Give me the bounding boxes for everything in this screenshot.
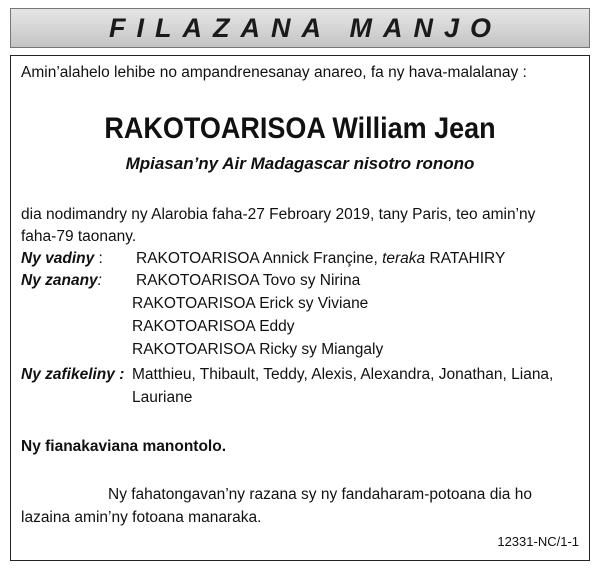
grandchildren-separator: : [114,366,125,383]
header-banner [10,8,590,48]
child-item: RAKOTOARISOA Tovo sy Nirina [136,272,361,289]
death-line-2: faha-79 taonany. [21,228,137,245]
widow-line [21,249,103,269]
closing-line-2: lazaina amin’ny fotoana manaraka. [21,509,262,526]
widow-teraka: teraka [382,250,426,267]
widow-maiden-name: RATAHIRY [425,250,506,267]
children-label-line [21,271,102,291]
widow-value [136,249,505,269]
widow-label: Ny vadiny [21,250,95,267]
grandchildren-label-line [21,365,124,385]
widow-name: RAKOTOARISOA Annick Françine, [136,250,383,267]
intro-text: Amin’alahelo lehibe no ampandrenesanay anareo, fa ny hava-malalanay : [21,64,527,81]
widow-separator: : [94,250,103,267]
deceased-subtitle: Mpiasan’ny Air Madagascar nisotro ronono [125,154,475,173]
grandchildren-line-1: Matthieu, Thibault, Teddy, Alexis, Alexandra, Jonathan, Liana, [132,366,554,383]
grandchildren-label: Ny zafikeliny [21,366,115,383]
child-item: RAKOTOARISOA Ricky sy Miangaly [132,341,384,358]
children-separator: : [97,272,102,289]
child-item: RAKOTOARISOA Eddy [132,318,295,335]
deceased-name: RAKOTOARISOA William Jean [104,112,496,145]
header-title: FILAZANA MANJO [109,12,502,43]
death-line-1: dia nodimandry ny Alarobia faha-27 Febroary 2019, tany Paris, teo amin’ny [21,206,536,223]
child-item: RAKOTOARISOA Erick sy Viviane [132,295,369,312]
reference-code: 12331-NC/1-1 [497,534,579,549]
notice-box [10,55,590,561]
family-line: Ny fianakaviana manontolo. [21,438,226,455]
grandchildren-line-2: Lauriane [132,389,193,406]
children-label: Ny zanany [21,272,98,289]
closing-line-1: Ny fahatongavan’ny razana sy ny fandaharam-potoana dia ho [108,486,532,503]
